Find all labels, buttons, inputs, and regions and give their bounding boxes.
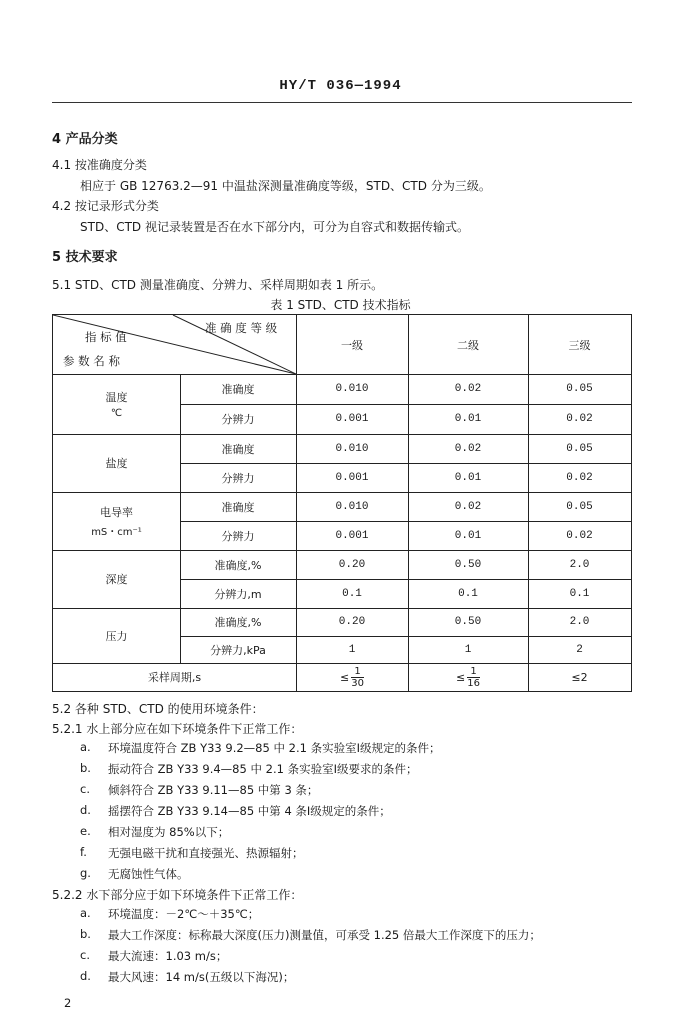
list-item-mark: d. [80, 969, 91, 983]
value-cell: 0.50 [454, 616, 482, 628]
value-cell: 0.010 [335, 500, 369, 513]
section-4-title: 4 产品分类 [52, 132, 118, 147]
value-cell: 0.01 [454, 413, 482, 425]
item-label: 准确度 [221, 383, 255, 396]
tech-spec-table [52, 314, 632, 692]
item-label: 分辨力 [221, 413, 255, 426]
section-5-1-text: 5.1 STD、CTD 测量准确度、分辨力、采样周期如表 1 所示。 [52, 278, 384, 292]
list-item: 环境温度符合 ZB Y33 9.2—85 中 2.1 条实验室Ⅰ级规定的条件； [108, 741, 441, 755]
sampling-prefix: ≤2 [571, 670, 588, 684]
list-item: 摇摆符合 ZB Y33 9.14—85 中第 4 条Ⅰ级规定的条件； [108, 804, 391, 818]
list-item-mark: a. [80, 740, 91, 754]
item-label: 分辨力,kPa [210, 643, 266, 657]
section-4-1-title: 4.1 按准确度分类 [52, 158, 147, 172]
value-cell: 0.010 [335, 383, 369, 395]
value-cell: 0.05 [566, 442, 593, 455]
value-cell: 0.05 [566, 500, 593, 513]
grade-header: 二级 [457, 338, 479, 352]
list-item: 振动符合 ZB Y33 9.4—85 中 2.1 条实验室Ⅰ级要求的条件； [108, 762, 418, 776]
value-cell: 0.02 [566, 413, 593, 425]
value-cell: 0.010 [335, 442, 369, 455]
param-cell [53, 550, 180, 608]
item-label: 准确度 [221, 442, 255, 456]
value-cell: 2.0 [569, 616, 590, 628]
param-cell [53, 374, 180, 434]
value-cell: 0.001 [335, 471, 369, 484]
sampling-prefix: ≤ [456, 670, 466, 684]
param-cell [53, 608, 180, 663]
list-item-mark: b. [80, 927, 91, 941]
item-label: 准确度,% [214, 616, 262, 629]
param-unit: ℃ [110, 408, 123, 419]
fraction-numerator: 1 [354, 665, 361, 677]
list-item-mark: c. [80, 782, 90, 796]
value-cell: 0.02 [454, 500, 482, 513]
param-cell [53, 434, 180, 492]
value-cell: 0.02 [454, 383, 482, 395]
param-cell [53, 492, 180, 550]
fraction-denominator: 16 [467, 677, 480, 689]
sampling-label: 采样周期,s [147, 671, 202, 684]
list-item-mark: d. [80, 803, 91, 817]
item-label: 分辨力 [221, 471, 255, 485]
corner-index-label: 指 标 值 [85, 330, 127, 344]
list-item-mark: a. [80, 906, 91, 920]
list-item: 最大风速：14 m/s(五级以下海况)； [108, 970, 295, 984]
sampling-fraction [467, 666, 480, 689]
value-cell: 0.001 [335, 413, 369, 425]
list-item: 相对湿度为 85%以下； [108, 825, 230, 839]
fraction-denominator: 30 [351, 677, 364, 689]
value-cell: 2 [576, 643, 583, 656]
section-4-2-text: STD、CTD 视记录装置是否在水下部分内，可分为自容式和数据传输式。 [80, 220, 469, 234]
param-name: 温度 [105, 391, 128, 404]
value-cell: 0.1 [569, 587, 590, 600]
grade-header: 三级 [568, 338, 591, 352]
value-cell: 0.20 [338, 616, 366, 628]
list-item-mark: b. [80, 761, 91, 775]
value-cell: 0.1 [458, 587, 478, 600]
sampling-value [296, 663, 408, 691]
list-item: 最大工作深度：标称最大深度(压力)测量值，可承受 1.25 倍最大工作深度下的压力； [108, 928, 541, 942]
list-item: 最大流速：1.03 m/s； [108, 949, 228, 963]
param-name: 盐度 [105, 457, 128, 470]
value-cell: 2.0 [569, 558, 590, 571]
corner-param-label: 参 数 名 称 [63, 354, 120, 368]
sampling-prefix: ≤ [340, 670, 350, 684]
corner-grade-label: 准 确 度 等 级 [205, 321, 278, 335]
value-cell: 1 [464, 643, 472, 656]
section-5-2-2-title: 5.2.2 水下部分应于如下环境条件下正常工作： [52, 888, 303, 902]
list-item-mark: g. [80, 866, 91, 880]
list-item-mark: f. [80, 845, 87, 859]
param-name: 压力 [105, 629, 128, 643]
list-item-mark: c. [80, 948, 90, 962]
page-number: 2 [64, 996, 72, 1010]
grade-header: 一级 [341, 338, 363, 352]
table-caption: 表 1 STD、CTD 技术指标 [270, 298, 411, 312]
header-rule [52, 102, 632, 103]
fraction-numerator: 1 [470, 665, 477, 677]
list-item: 无强电磁干扰和直接强光、热源辐射； [108, 846, 304, 860]
value-cell: 0.01 [454, 529, 482, 542]
sampling-value [528, 663, 631, 691]
value-cell: 0.02 [454, 442, 482, 455]
value-cell: 0.50 [454, 558, 482, 571]
value-cell: 0.02 [566, 471, 593, 484]
list-item: 无腐蚀性气体。 [108, 867, 189, 881]
list-item: 环境温度：－2℃～＋35℃； [108, 907, 260, 921]
section-5-title: 5 技术要求 [52, 250, 118, 265]
sampling-value [408, 663, 528, 691]
list-item-mark: e. [80, 824, 91, 838]
value-cell: 1 [348, 643, 356, 656]
list-item: 倾斜符合 ZB Y33 9.11—85 中第 3 条； [108, 783, 319, 797]
item-label: 准确度 [221, 500, 255, 514]
param-unit: mS・cm⁻¹ [91, 527, 142, 538]
section-4-2-title: 4.2 按记录形式分类 [52, 199, 159, 213]
value-cell: 0.001 [335, 529, 369, 542]
standard-number-header: HY/T 036—1994 [279, 78, 402, 94]
value-cell: 0.1 [342, 587, 362, 600]
item-label: 准确度,% [214, 558, 262, 572]
item-label: 分辨力 [221, 529, 255, 543]
sampling-fraction [351, 666, 364, 689]
section-5-2-1-title: 5.2.1 水上部分应在如下环境条件下正常工作： [52, 722, 303, 736]
param-name: 深度 [105, 573, 128, 586]
value-cell: 0.01 [454, 471, 482, 484]
value-cell: 0.20 [338, 558, 366, 571]
value-cell: 0.02 [566, 529, 593, 542]
value-cell: 0.05 [566, 383, 593, 395]
item-label: 分辨力,m [214, 587, 262, 601]
section-4-1-text: 相应于 GB 12763.2—91 中温盐深测量准确度等级，STD、CTD 分为三级。 [80, 179, 491, 193]
section-5-2-title: 5.2 各种 STD、CTD 的使用环境条件： [52, 702, 264, 716]
param-name: 电导率 [100, 506, 133, 519]
